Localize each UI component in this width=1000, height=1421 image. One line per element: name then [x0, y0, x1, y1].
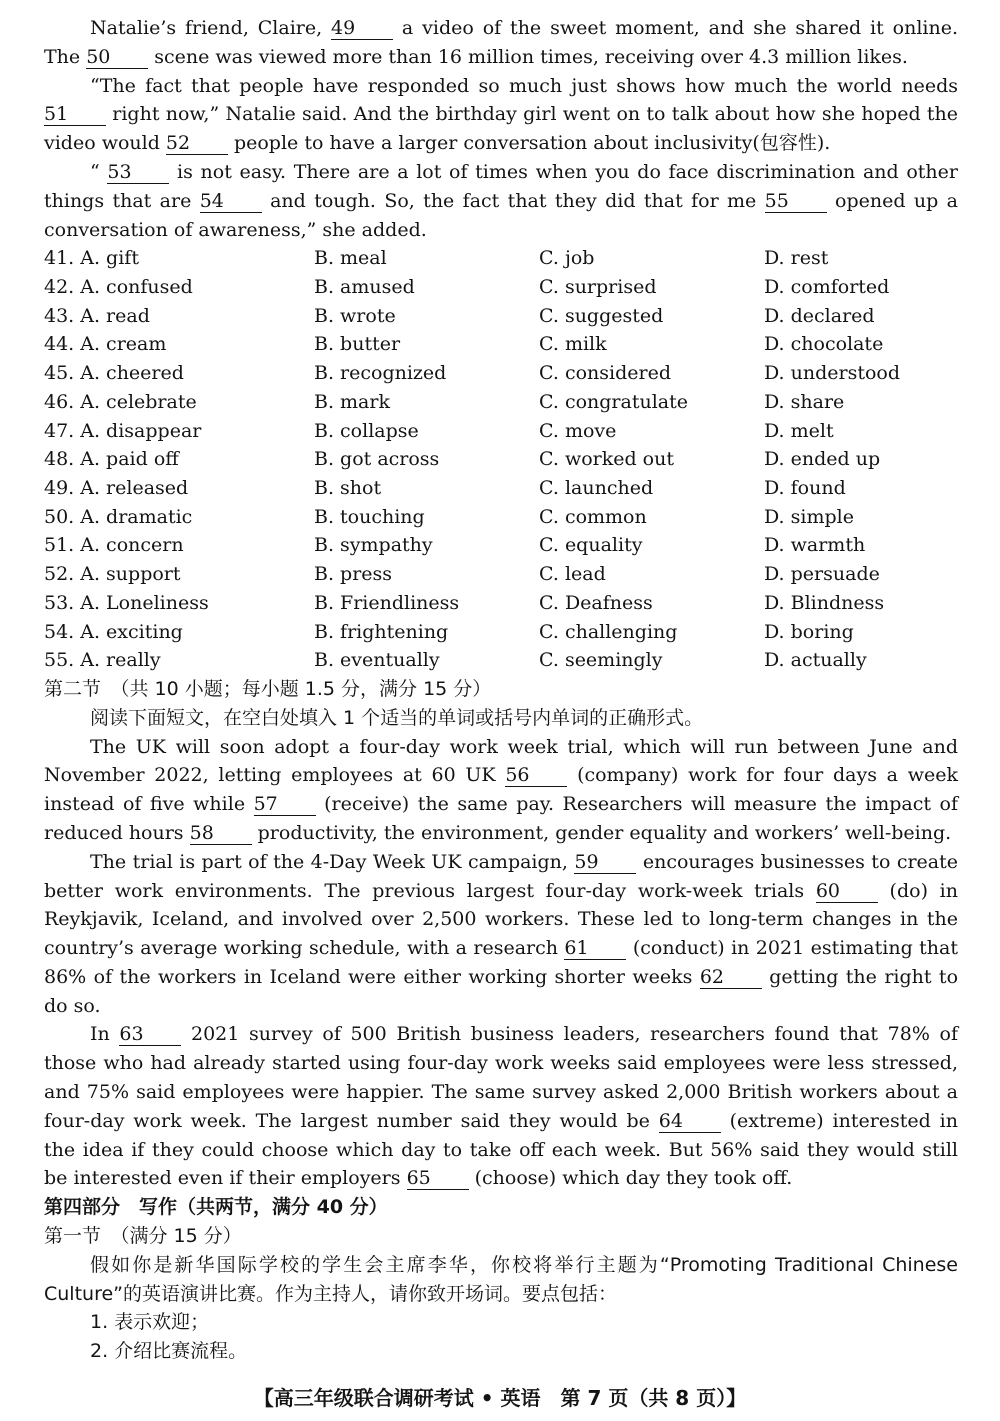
grammar-paragraph-3: In 63 2021 survey of 500 British business leaders, researchers found that 78% of those who had already started using four-day work weeks said employees were less stressed, and 75% said employees were happier. The same survey asked 2,000 British workers about a four-day work week. The largest number said they would be 64 (extreme) interested in the idea if they could choose which day to take off each week. But 56% said they would still be interested even if their employers 65 (choose) which day they took off.: [44, 1023, 958, 1190]
blank-52: 52: [166, 132, 228, 155]
option-item: C. launched: [539, 477, 654, 499]
grammar-paragraph-1: The UK will soon adopt a four-day work week trial, which will run between June and November 2022, letting employees at 60 UK 56 (company) work for four days a week instead of five while 57 (receive) the same pay. Researchers will measure the impact of reduced hours 58 productivity, the environment, gender equality and workers’ well-being.: [44, 735, 959, 844]
option-item: D. share: [764, 390, 845, 413]
option-item: C. surprised: [539, 276, 657, 299]
option-item: B. got across: [314, 448, 440, 471]
option-item: D. Blindness: [764, 591, 885, 614]
blank-55: 55: [765, 190, 827, 213]
option-item: 52. A. support: [44, 563, 181, 586]
option-item: D. comforted: [764, 276, 890, 299]
option-item: B. wrote: [314, 304, 396, 327]
blank-62: 62: [700, 966, 762, 989]
blank-59: 59: [574, 851, 636, 874]
option-item: B. amused: [314, 276, 415, 299]
option-item: B. shot: [314, 477, 382, 499]
option-item: D. persuade: [764, 563, 880, 586]
option-item: 47. A. disappear: [44, 419, 202, 442]
option-item: D. boring: [764, 620, 854, 643]
passage-paragraph-2: “The fact that people have responded so much just shows how much the world needs 51 right now,” Natalie said. And the birthday girl went on to talk about how she hoped the video would 52 people to have a larger conversation about inclusivity(包容性).: [44, 74, 958, 155]
option-item: C. milk: [539, 333, 607, 356]
option-item: 50. A. dramatic: [44, 505, 193, 528]
option-item: C. challenging: [539, 620, 678, 643]
writing-point-1: 1. 表示欢迎；: [90, 1311, 210, 1334]
option-item: C. Deafness: [539, 591, 653, 614]
option-item: C. suggested: [539, 304, 664, 327]
option-item: D. understood: [764, 362, 901, 385]
exam-page: [44, 14, 958, 1366]
option-item: B. butter: [314, 333, 401, 356]
option-item: 51. A. concern: [44, 534, 184, 557]
writing-point-2: 2. 介绍比赛流程。: [90, 1340, 248, 1363]
option-item: 41. A. gift: [44, 247, 139, 270]
option-item: D. ended up: [764, 448, 881, 471]
option-item: C. lead: [539, 563, 606, 586]
answer-options: [44, 244, 958, 675]
blank-54: 54: [200, 190, 262, 213]
blank-63: 63: [119, 1023, 181, 1046]
option-item: B. press: [314, 563, 393, 586]
blank-49: 49: [331, 17, 393, 40]
option-item: D. rest: [764, 247, 829, 270]
grammar-paragraph-2: The trial is part of the 4-Day Week UK campaign, 59 encourages businesses to create better work environments. The previous largest four-day work-week trials 60 (do) in Reykjavik, Iceland, and involved over 2,500 workers. These led to long-term changes in the country’s average working schedule, with a research 61 (conduct) in 2021 estimating that 86% of the workers in Iceland were either working shorter weeks 62 getting the right to do so.: [44, 850, 959, 1017]
option-item: B. meal: [314, 247, 387, 270]
blank-61: 61: [564, 937, 626, 960]
option-item: C. considered: [539, 362, 671, 385]
option-item: D. chocolate: [764, 333, 884, 356]
option-item: 45. A. cheered: [44, 362, 184, 385]
option-item: 43. A. read: [44, 304, 150, 327]
passage-paragraph-3: “ 53 is not easy. There are a lot of times when you do face discrimination and other things that are 54 and tough. So, the fact that they did that for me 55 opened up a conversation of awareness,” she added.: [44, 160, 958, 241]
option-item: B. sympathy: [314, 534, 433, 557]
passage-paragraph-1: Natalie’s friend, Claire, 49 a video of the sweet moment, and she shared it online. The 50 scene was viewed more than 16 million times, receiving over 4.3 million likes.: [44, 17, 958, 68]
option-item: C. worked out: [539, 448, 674, 471]
blank-50: 50: [86, 46, 148, 69]
writing-prompt: 假如你是新华国际学校的学生会主席李华，你校将举行主题为“Promoting Traditional Chinese Culture”的英语演讲比赛。作为主持人，请你致开场词。要点包括：: [44, 1253, 958, 1305]
option-item: B. eventually: [314, 649, 440, 672]
blank-58: 58: [190, 822, 252, 845]
part-4-section-1-heading: 第一节 （满分 15 分）: [44, 1225, 242, 1248]
option-item: 48. A. paid off: [44, 448, 179, 471]
option-item: C. equality: [539, 534, 643, 557]
blank-60: 60: [816, 880, 878, 903]
option-item: 49. A. released: [44, 477, 189, 499]
page-footer: 【高三年级联合调研考试 • 英语 第 7 页（共 8 页）】: [253, 1386, 747, 1410]
option-item: C. congratulate: [539, 390, 688, 413]
option-item: D. melt: [764, 419, 834, 442]
option-item: 55. A. really: [44, 649, 161, 672]
section-2-instruction: 阅读下面短文，在空白处填入 1 个适当的单词或括号内单词的正确形式。: [90, 706, 704, 729]
part-4-heading: 第四部分 写作（共两节，满分 40 分）: [44, 1196, 388, 1219]
option-item: 53. A. Loneliness: [44, 591, 209, 614]
option-item: B. touching: [314, 505, 425, 528]
option-item: D. found: [764, 477, 846, 499]
option-item: D. warmth: [764, 534, 866, 557]
option-item: C. move: [539, 419, 617, 442]
blank-56: 56: [505, 764, 567, 787]
option-item: C. common: [539, 505, 647, 528]
option-item: D. actually: [764, 649, 867, 672]
option-item: 44. A. cream: [44, 333, 167, 356]
option-item: 54. A. exciting: [44, 620, 183, 643]
blank-51: 51: [44, 103, 106, 126]
blank-53: 53: [107, 161, 169, 184]
option-item: C. job: [539, 247, 595, 270]
option-item: B. frightening: [314, 620, 449, 643]
option-item: D. simple: [764, 505, 854, 528]
option-item: 46. A. celebrate: [44, 390, 197, 413]
option-item: B. collapse: [314, 419, 419, 442]
blank-65: 65: [407, 1167, 469, 1190]
section-2-heading: 第二节 （共 10 小题；每小题 1.5 分，满分 15 分）: [44, 677, 492, 700]
option-item: B. mark: [314, 390, 390, 413]
blank-64: 64: [659, 1110, 721, 1133]
blank-57: 57: [254, 793, 316, 816]
option-item: C. seemingly: [539, 649, 663, 672]
option-item: D. declared: [764, 304, 875, 327]
option-item: B. Friendliness: [314, 591, 460, 614]
option-item: B. recognized: [314, 362, 447, 385]
option-item: 42. A. confused: [44, 276, 193, 299]
